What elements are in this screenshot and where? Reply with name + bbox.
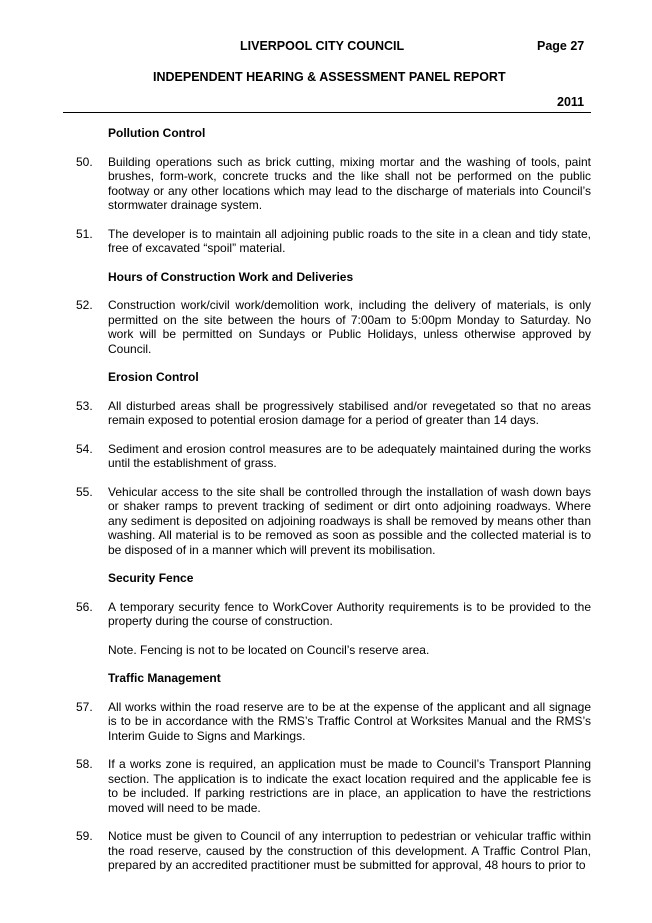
condition-number: 50. [76, 154, 93, 169]
section-heading-erosion-control: Erosion Control [108, 370, 199, 384]
condition-50 [76, 155, 591, 213]
condition-number: 55. [76, 484, 93, 499]
condition-53 [76, 399, 591, 428]
condition-54 [76, 442, 591, 471]
fencing-note: Note. Fencing is not to be located on Council’s reserve area. [108, 642, 430, 657]
report-title: INDEPENDENT HEARING & ASSESSMENT PANEL REPORT [153, 70, 506, 84]
condition-55 [76, 485, 591, 558]
condition-number: 57. [76, 699, 93, 714]
condition-number: 59. [76, 829, 93, 843]
condition-text: Building operations such as brick cutting, mixing mortar and the washing of tools, paint brushes, form-work, concrete trucks and the like shall not be performed on the public footway or any other locations which may lead to the discharge of materials into Council’s stormwater drainage system. [108, 154, 591, 212]
condition-52 [76, 298, 591, 356]
council-name: LIVERPOOL CITY COUNCIL [240, 39, 405, 53]
report-year: 2011 [557, 95, 585, 109]
document-body [76, 126, 591, 887]
condition-number: 56. [76, 599, 93, 614]
condition-number: 52. [76, 298, 93, 312]
condition-number: 53. [76, 398, 93, 413]
condition-text: If a works zone is required, an application must be made to Council’s Transport Planning section. The application is to indicate the exact location required and the applicable fee is to be included. If parking restrictions are in place, an application to have the restrictions moved will need to be made. [108, 757, 591, 815]
condition-text: Notice must be given to Council of any interruption to pedestrian or vehicular traffic within the road reserve, caused by the construction of this development. A Traffic Control Plan, prepared by an accredited practitioner must be submitted for approval, 48 hours to prior to [108, 829, 591, 872]
condition-text: Construction work/civil work/demolition work, including the delivery of materials, is only permitted on the site between the hours of 7:00am to 5:00pm Monday to Saturday. No work will be permitted on Sundays or Public Holidays, unless otherwise approved by Council. [108, 298, 591, 356]
condition-text: All disturbed areas shall be progressively stabilised and/or revegetated so that no areas remain exposed to potential erosion damage for a period of greater than 14 days. [108, 398, 591, 427]
condition-text: The developer is to maintain all adjoining public roads to the site in a clean and tidy state, free of excavated “spoil” material. [108, 226, 591, 255]
condition-text: All works within the road reserve are to be at the expense of the applicant and all signage is to be in accordance with the RMS’s Traffic Control at Worksites Manual and the RMS’s Interim Guide to Signs and Markings. [108, 699, 591, 743]
section-heading-security-fence: Security Fence [108, 571, 194, 585]
condition-number: 58. [76, 757, 93, 771]
condition-text: Vehicular access to the site shall be controlled through the installation of wash down bays or shaker ramps to prevent tracking of sediment or dirt onto adjoining roadways. Where any sediment is deposited on adjoining roadways is shall be removed by means other than washing. All material is to be removed as soon as possible and the collected material is to be disposed of in a manner which will prevent its mobilisation. [108, 484, 591, 557]
header-divider [63, 112, 591, 113]
condition-59 [76, 829, 591, 873]
condition-58 [76, 757, 591, 815]
section-heading-pollution-control: Pollution Control [108, 126, 206, 140]
section-heading-traffic-management: Traffic Management [108, 671, 221, 685]
condition-text: Sediment and erosion control measures are to be adequately maintained during the works until the establishment of grass. [108, 441, 591, 470]
condition-51 [76, 227, 591, 256]
condition-57 [76, 700, 591, 744]
section-heading-hours-of-construction: Hours of Construction Work and Deliveries [108, 269, 354, 284]
page-number: Page 27 [537, 39, 585, 53]
condition-text: A temporary security fence to WorkCover Authority requirements is to be provided to the property during the course of construction. [108, 599, 591, 628]
condition-number: 51. [76, 226, 93, 241]
condition-number: 54. [76, 441, 93, 456]
condition-56 [76, 600, 591, 629]
